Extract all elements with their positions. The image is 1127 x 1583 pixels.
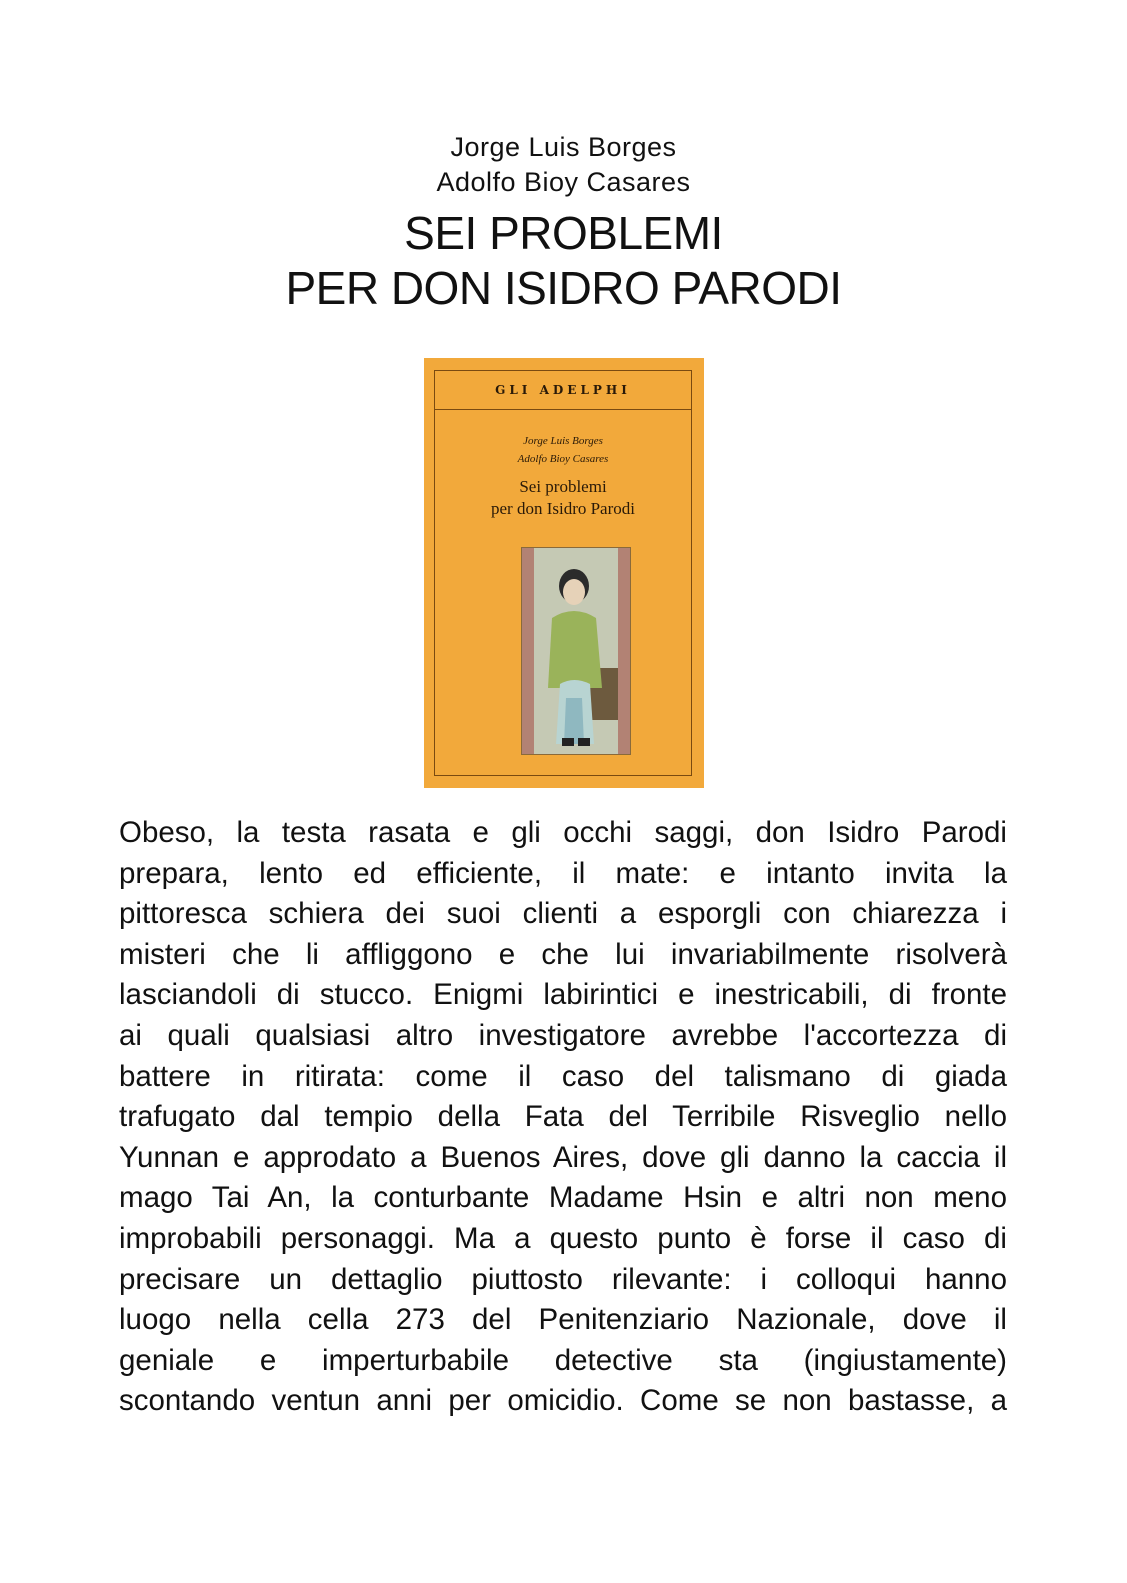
text-line: battere in ritirata: come il caso del talismano di giada xyxy=(119,1059,1007,1093)
text-line: prepara, lento ed efficiente, il mate: e intanto invita la xyxy=(119,856,1007,890)
title-block xyxy=(0,130,1127,316)
text-line: pittoresca schiera dei suoi clienti a esporgli con chiarezza i xyxy=(119,897,1007,931)
text-line: misteri che li affliggono e che lui invariabilmente risolverà xyxy=(119,937,1007,971)
text-line: precisare un dettaglio piuttosto rilevante: i colloqui hanno xyxy=(119,1262,1007,1296)
text-line: geniale e imperturbabile detective sta (ingiustamente) xyxy=(119,1343,1007,1377)
text-line: trafugato dal tempio della Fata del Terribile Risveglio nello xyxy=(119,1100,1007,1134)
text-line: scontando ventun anni per omicidio. Come se non bastasse, a xyxy=(119,1384,1007,1418)
book-title: SEI PROBLEMI xyxy=(404,207,723,259)
text-line: ai quali qualsiasi altro investigatore avrebbe l'accortezza di xyxy=(119,1018,1007,1052)
cover-title: Sei problemi xyxy=(519,477,607,496)
text-line: improbabili personaggi. Ma a questo punto è forse il caso di xyxy=(119,1221,1007,1255)
author-name: Adolfo Bioy Casares xyxy=(436,167,691,197)
text-line: mago Tai An, la conturbante Madame Hsin e altri non meno xyxy=(119,1181,1007,1215)
text-line: Obeso, la testa rasata e gli occhi saggi, don Isidro Parodi xyxy=(119,816,1007,849)
author-name: Jorge Luis Borges xyxy=(450,132,677,162)
text-line: lasciandoli di stucco. Enigmi labirintici e inestricabili, di fronte xyxy=(119,978,1007,1012)
text-line: luogo nella cella 273 del Penitenziario Nazionale, dove il xyxy=(119,1303,1007,1337)
cover-series-name: GLI ADELPHI xyxy=(435,371,691,410)
cover-frame xyxy=(434,370,692,776)
cover-author: Jorge Luis Borges xyxy=(523,435,603,447)
cover-illustration xyxy=(521,547,631,755)
book-cover-image xyxy=(424,358,704,788)
cover-author: Adolfo Bioy Casares xyxy=(517,453,609,465)
text-line: Yunnan e approdato a Buenos Aires, dove gli danno la caccia il xyxy=(119,1140,1007,1174)
cover-title: per don Isidro Parodi xyxy=(490,499,635,518)
portrait-illustration xyxy=(522,548,630,754)
description-paragraph xyxy=(119,813,1007,1422)
book-title: PER DON ISIDRO PARODI xyxy=(285,262,842,314)
